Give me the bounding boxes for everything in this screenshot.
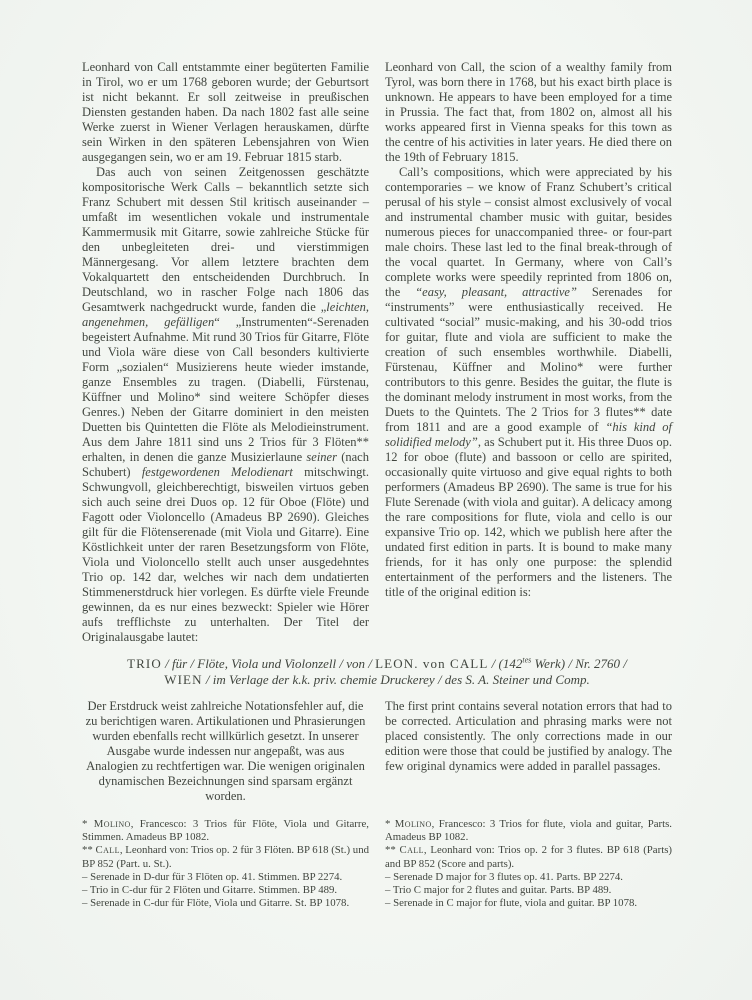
footnote-item: – Trio in C-dur für 2 Flöten und Gitarre. Stimmen. BP 489.: [82, 884, 338, 897]
editorial-note-german: Der Erstdruck weist zahlreiche Notationsfehler auf, die zu berichtigen waren. Artikulationen und Phrasierungen wurden ebenfalls recht willkürlich gesetzt. In unserer Ausgabe wurde indessen nur angepaßt, was aus Analogien zu rechtfertigen war. Die wenigen originalen dynamischen Bezeichnungen sind sparsam ergänzt worden.: [85, 699, 366, 803]
german-column: [82, 60, 369, 645]
footnote-item: ** Call, Leonhard von: Trios op. 2 für 3 Flöten. BP 618 (St.) und BP 852 (Part. u. St.).: [82, 844, 369, 870]
german-paragraph-2: Das auch von seinen Zeitgenossen geschätzte kompositorische Werk Calls – bekanntlich setzte sich Franz Schubert mit dessen Stil kritisch auseinander – umfaßt im wesentlichen vokale und instrumentale Kammermusik mit Gitarre, sowie zahlreiche Stücke für den unbegleiteten drei- und vierstimmigen Männergesang. Vor allem letztere brachten dem Vokalquartett den entscheidenden Durchbruch. In Deutschland, wo in rascher Folge nach 1806 das Gesamtwerk nachgedruckt wurde, fanden die „leichten, angenehmen, gefälligen“ „Instrumenten“-Serenaden begeistert Aufnahme. Mit rund 30 Trios für Gitarre, Flöte und Viola wäre diese von Call besonders kultivierte Form „sozialen“ Musizierens heute wieder imstande, ganze Ensembles zu tragen. (Diabelli, Fürstenau, Küffner und Molino* sind weitere Schöpfer dieses Genres.) Neben der Gitarre dominiert in den meisten Duetten bis Quintetten die Flöte als Melodieinstrument. Aus dem Jahre 1811 sind uns 2 Trios für 3 Flöten** erhalten, in denen die ganze Musizierlaune seiner (nach Schubert) festgewordenen Melodienart mitschwingt. Schwungvoll, gleichberechtigt, bisweilen virtuos geben sich auch seine drei Duos op. 12 für Oboe (Flöte) und Fagott oder Violoncello (Amadeus BP 2690). Gleiches gilt für die Flötenserenade (mit Viola und Gitarre). Eine Köstlichkeit unter der raren Besetzungsform von Flöte, Viola und Violoncello stellt auch unser ausgedehntes Trio op. 142 dar, welches wir nach dem undatierten Stimmenerstdruck hier vorlegen. Es dürfte viele Freunde gewinnen, da es nur eines bezweckt: Spieler wie Hörer aufs trefflichste zu unterhalten. Der Titel der Originalausgabe lautet:: [82, 165, 369, 644]
footnote-item: * Molino, Francesco: 3 Trios for flute, viola and guitar, Parts. Amadeus BP 1082.: [385, 818, 672, 844]
page-content: [82, 60, 672, 910]
english-paragraph-2: Call’s compositions, which were appreciated by his contemporaries – we know of Franz Schubert’s critical perusal of his style – consist almost exclusively of vocal and instrumental chamber music with guitar, besides numerous pieces for unaccompanied three- or four-part male choirs. These last led to the final break-through of the vocal quartet. In Germany, where von Call’s complete works were speedily reprinted from 1806 on, the “easy, pleasant, attractive” Serenades for “instruments” were enthusiastically received. He cultivated “social” music-making, and his 30-odd trios for guitar, flute and viola are sufficient to make the creation of such ensembles worthwhile. Diabelli, Fürstenau, Küffner and Molino* were further contributors to this genre. Besides the guitar, the flute is the dominant melody instrument in most works, from the Duets to the Quintets. The 2 Trios for 3 flutes** date from 1811 and are a good example of “his kind of solidified melody”, as Schubert put it. His three Duos op. 12 for oboe (flute) and bassoon or cello are spirited, occasionally quite virtuoso and give equal rights to both performers (Amadeus BP 2690). The same is true for his Flute Serenade (with viola and guitar). A delicacy among the rare compositions for flute, viola and cello is our expansive Trio op. 142, which we publish here after the undated first edition in parts. It is bound to make many friends, for it has only one purpose: the splendid entertainment of the performers and the listeners. The title of the original edition is:: [385, 165, 672, 599]
english-column: [385, 60, 672, 645]
editorial-english-column: [385, 699, 672, 804]
editorial-note-english: The first print contains several notation errors that had to be corrected. Articulation and phrasing marks were not placed consistently. The only corrections made in our edition were those that could be justified by analogy. The few original dynamics were added in parallel passages.: [385, 699, 672, 773]
footnote-item: – Serenade in C-dur für Flöte, Viola und Gitarre. St. BP 1078.: [82, 897, 350, 910]
footnotes-german: [82, 818, 369, 910]
footnote-item: – Serenade in C major for flute, viola and guitar. BP 1078.: [385, 897, 638, 910]
footnote-item: – Trio C major for 2 flutes and guitar. Parts. BP 489.: [385, 884, 612, 897]
main-text-columns: [82, 60, 672, 645]
editorial-note-columns: [82, 699, 672, 804]
english-paragraph-1: Leonhard von Call, the scion of a wealthy family from Tyrol, was born there in 1768, but his exact birth place is unknown. He appears to have been employed for a time in Prussia. The fact that, from 1802 on, almost all his works appeared first in Vienna speaks for this town as the centre of his activities in later years. He died there on the 19th of February 1815.: [385, 60, 672, 164]
editorial-german-column: [82, 699, 369, 804]
footnote-item: ** Call, Leonhard von: Trios op. 2 for 3 flutes. BP 618 (Parts) and BP 852 (Score and parts).: [385, 844, 672, 870]
footnote-item: * Molino, Francesco: 3 Trios für Flöte, Viola und Gitarre, Stimmen. Amadeus BP 1082.: [82, 818, 369, 844]
footnote-item: – Serenade in D-dur für 3 Flöten op. 41. Stimmen. BP 2274.: [82, 870, 343, 883]
footnotes-english: [385, 818, 672, 910]
original-edition-title: [82, 656, 672, 688]
footnote-item: – Serenade D major for 3 flutes op. 41. Parts. BP 2274.: [385, 870, 623, 883]
title-line-1: TRIO / für / Flöte, Viola und Violonzell / von / LEON. von CALL / ($142^{tes}$ Werk) / Nr. 2760 /: [127, 655, 627, 671]
footnote-columns: [82, 818, 672, 910]
title-line-2: WIEN / im Verlage der k.k. priv. chemie Druckerey / des S. A. Steiner und Comp.: [164, 672, 590, 687]
german-paragraph-1: Leonhard von Call entstammte einer begüterten Familie in Tirol, wo er um 1768 geboren wurde; der Geburtsort ist nicht bekannt. Er soll zeitweise in preußischen Diensten gestanden haben. Da nach 1802 fast alle seine Werke zuerst in Wiener Verlagen herauskamen, dürfte sein Wirken in den späteren Lebensjahren von Wien ausgegangen sein, wo er am 19. Februar 1815 starb.: [82, 60, 369, 164]
